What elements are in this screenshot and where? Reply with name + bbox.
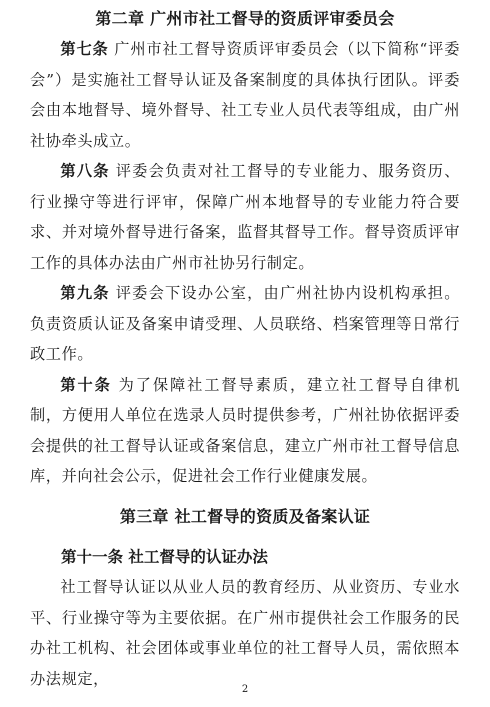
page-number: 2 bbox=[241, 684, 249, 695]
article-9-lead: 第九条 bbox=[60, 284, 110, 302]
chapter-3-title: 第三章 社工督导的资质及备案认证 bbox=[119, 506, 371, 526]
article-7-lead: 第七条 bbox=[60, 40, 109, 58]
article-10 bbox=[0, 370, 490, 492]
article-9 bbox=[0, 278, 490, 370]
chapter-2-title: 第二章 广州市社工督导的资质评审委员会 bbox=[95, 9, 395, 28]
article-8-lead: 第八条 bbox=[60, 162, 110, 180]
article-10-lead: 第十条 bbox=[60, 375, 112, 394]
section-gap bbox=[0, 532, 490, 542]
article-8-text: 评委会负责对社工督导的专业能力、服务资历、行业操守等进行评审，保障广州本地督导的专业能力符合要求、并对境外督导进行备案，监督其督导工作。督导资质评审工作的具体办法由广州市社协另行制定。 bbox=[30, 162, 460, 272]
article-11-heading: 第十一条 社工督导的认证办法 bbox=[61, 546, 268, 566]
article-7 bbox=[0, 34, 490, 156]
section-gap bbox=[0, 492, 490, 502]
article-8 bbox=[0, 156, 490, 278]
article-7-text: 广州市社工督导资质评审委员会（以下简称“评委会”）是实施社工督导认证及备案制度的具体执行团队。评委会由本地督导、境外督导、社工专业人员代表等组成，由广州社协牵头成立。 bbox=[30, 40, 460, 150]
article-9-text: 评委会下设办公室，由广州社协内设机构承担。负责资质认证及备案申请受理、人员联络、档案管理等日常行政工作。 bbox=[30, 284, 460, 363]
article-11-text: 社工督导认证以从业人员的教育经历、从业资历、专业水平、行业操守等为主要依据。在广州市提供社会工作服务的民办社工机构、社会团体或事业单位的社工督导人员，需依照本办法规定， bbox=[30, 578, 460, 688]
article-10-text: 为了保障社工督导素质，建立社工督导自律机制，方便用人单位在选录人员时提供参考，广州社协依据评委会提供的社工督导认证或备案信息，建立广州市社工督导信息库，并向社会公示，促进社会工作行业健康发展。 bbox=[30, 375, 460, 485]
